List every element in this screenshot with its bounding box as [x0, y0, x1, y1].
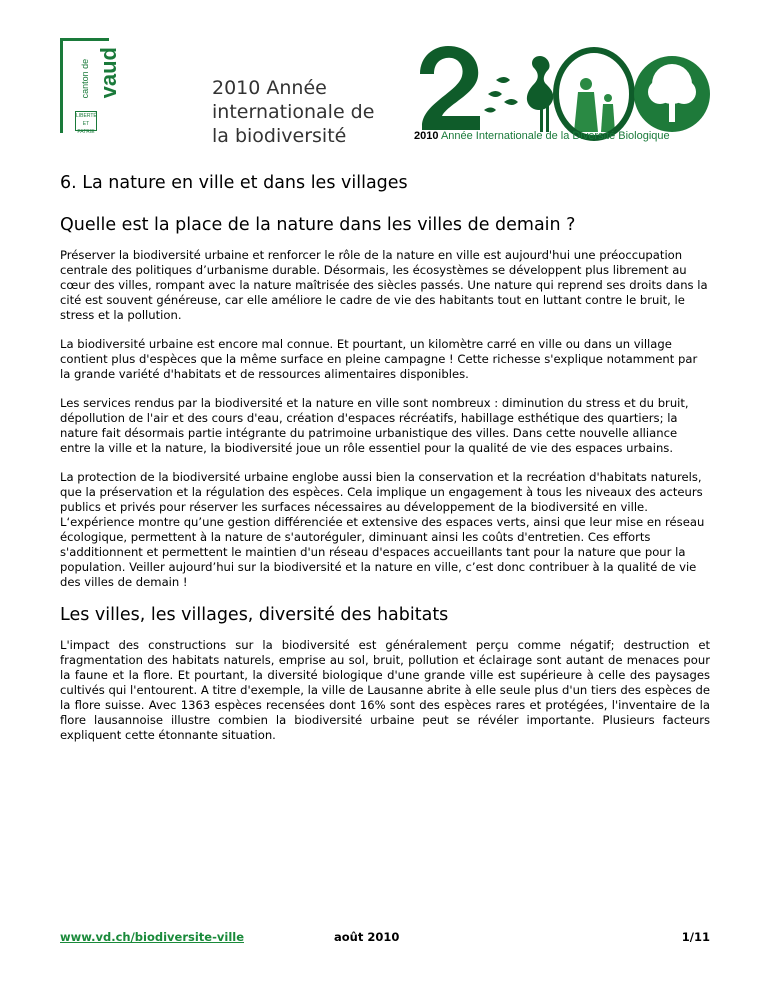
paragraph-4: La protection de la biodiversité urbaine englobe aussi bien la conservation et la recréation d'habitats naturels, que la préservation et la régulation des espèces. Cela implique un engagement à tous les niveaux des acteurs publics et privés pour réserver les surfaces nécessaires au développement de la biodiversité en ville. L‘expérience montre qu’une gestion différenciée et extensive des espaces verts, ainsi que leur mise en réseau écologique, permettent à la nature de s'autoréguler, diminuant ainsi les coûts d'entretien. Ces efforts s'additionnent et permettent le maintien d'un réseau d'espaces accueillants tant pour la nature que pour la population. Veiller aujourd’hui sur la biodiversité et la nature en ville, c’est donc contribuer à la qualité de vie des villes de demain !: [60, 470, 705, 589]
logo-digit-2: [420, 46, 480, 130]
section-title: 6. La nature en ville et dans les villages: [60, 173, 408, 193]
flamingo-icon: [527, 56, 553, 132]
habitats-paragraph: L'impact des constructions sur la biodiversité est généralement perçu comme négatif; destruction et fragmentation des habitats naturels, emprise au sol, bruit, pollution et éclairage sont autant de menaces pour la faune et la flore. Et pourtant, la diversité biologique d'une grande ville est supérieure à celle des paysages cultivés qui l'entourent. A titre d'exemple, la ville de Lausanne abrite à elle seule plus d'un tiers des espèces de la flore suisse. Avec 1363 espèces recensées dont 16% sont des espèces rares et protégées, l'inventaire de la flore lausannoise illustre combien la biodiversité urbaine peut se révéler importante. Plusieurs facteurs expliquent cette étonnante situation.: [60, 638, 710, 742]
document-body: [60, 172, 710, 757]
shield-icon: LIBERTÉ ET PATRIE: [76, 113, 97, 135]
header: [60, 38, 710, 150]
logo-caption-text: Année Internationale de la Diversité Biologique: [440, 130, 670, 142]
question-heading: Quelle est la place de la nature dans les villes de demain ?: [60, 215, 576, 235]
habitats-heading: Les villes, les villages, diversité des habitats: [60, 605, 449, 625]
canton-name: [73, 47, 121, 99]
page-number: 1/11: [681, 930, 710, 944]
footer-date: août 2010: [334, 930, 400, 944]
footer-link[interactable]: www.vd.ch/biodiversite-ville: [60, 930, 244, 944]
logo-caption-year: 2010: [414, 130, 439, 142]
tree-icon: [634, 56, 710, 132]
year-title-line-3: la biodiversité: [212, 125, 347, 147]
year-title-line-1: 2010 Année: [212, 77, 327, 99]
year-title-line-2: internationale de: [212, 101, 375, 123]
canton-small-label: canton de: [80, 58, 90, 99]
paragraph-3: Les services rendus par la biodiversité et la nature en ville sont nombreux : diminution du stress et du bruit, dépollution de l'air et des cours d'eau, création d'espaces récréatifs, habillage esthétique des quartiers; la nature fait désormais partie intégrante du patrimoine urbanistique des villes. Dans cette nouvelle alliance entre la ville et la nature, la biodiversité joue un rôle essentiel pour la qualité de vie des espaces urbains.: [60, 396, 689, 455]
paragraph-2: La biodiversité urbaine est encore mal connue. Et pourtant, un kilomètre carré en ville ou dans un village contient plus d'espèces que la même surface en pleine campagne ! Cette richesse s'explique notamment par la grande variété d'habitats et de ressources alimentaires disponibles.: [60, 337, 698, 381]
canton-label: vaud: [96, 47, 121, 99]
logo-caption: [414, 130, 710, 142]
fish-icons: [484, 77, 518, 113]
paragraph-1: Préserver la biodiversité urbaine et renforcer le rôle de la nature en ville est aujourd'hui une préoccupation centrale des politiques d’urbanisme durable. Désormais, les écosystèmes se développent plus librement au cœur des villes, rompant avec la nature maîtrisée des siècles passés. Une nature qui reprend ses droits dans la cité est souvent généreuse, car elle améliore le cadre de vie des habitants tout en luttant contre le bruit, le stress et la pollution.: [60, 248, 708, 322]
canton-vaud-logo: [60, 38, 121, 135]
year-title: [212, 76, 374, 148]
footer: [60, 930, 710, 948]
people-icon: [574, 78, 615, 132]
